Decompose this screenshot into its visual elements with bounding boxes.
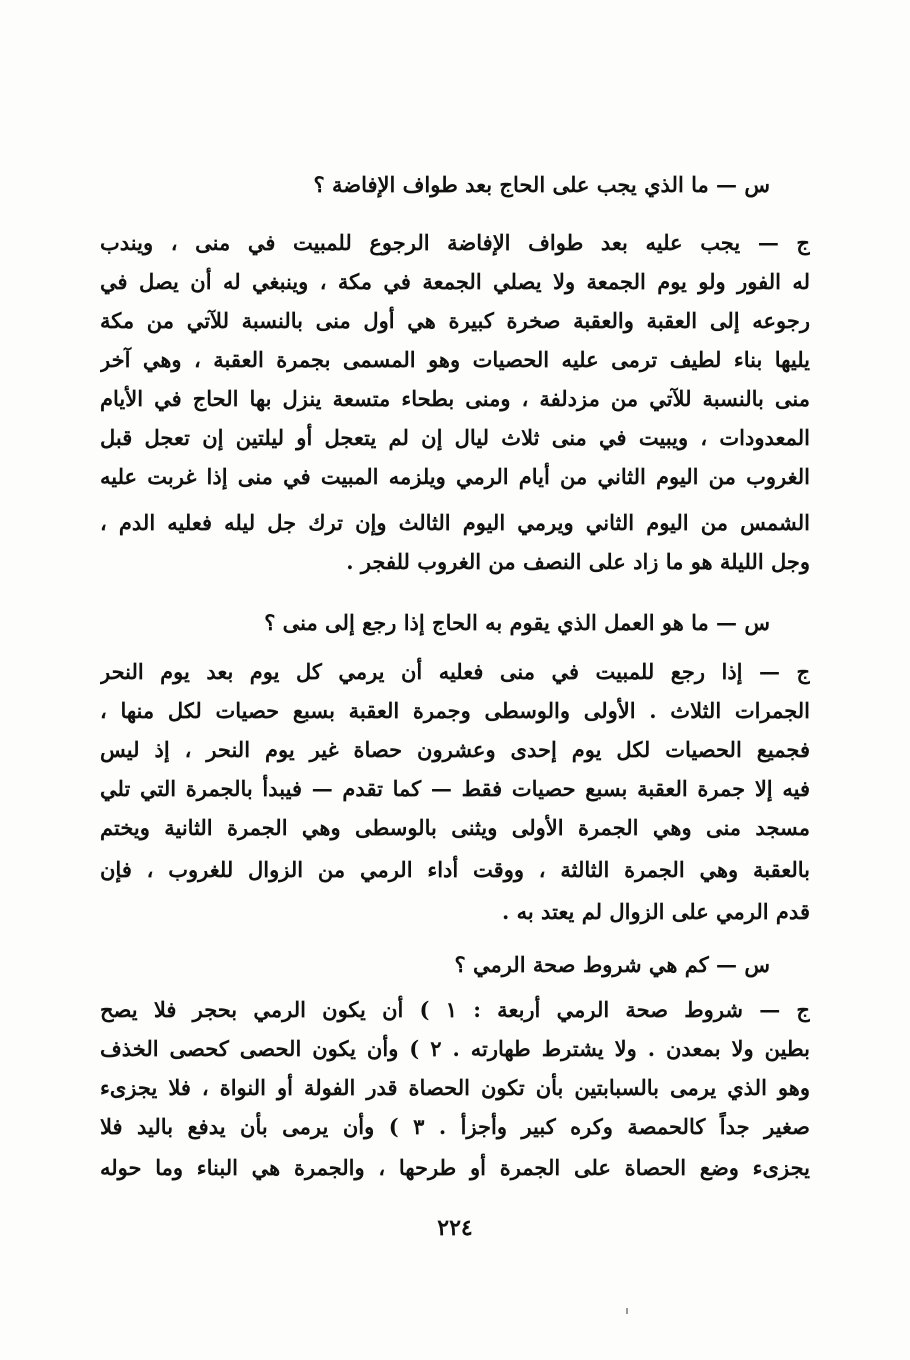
- answer-3-line-1: ج — شروط صحة الرمي أربعة : ١ ) أن يكون الرمي بحجر فلا يصح: [100, 997, 810, 1022]
- answer-2-line-7: قدم الرمي على الزوال لم يعتد به .: [502, 899, 810, 924]
- answer-1-line-2: له الفور ولو يوم الجمعة ولا يصلي الجمعة في مكة ، وينبغي له أن يصل في: [100, 269, 810, 294]
- answer-1-line-4: يليها بناء لطيف ترمى عليه الحصيات وهو المسمى بجمرة العقبة ، وهي آخر: [100, 347, 810, 372]
- question-3: س — كم هي شروط صحة الرمي ؟: [454, 952, 770, 977]
- answer-1-line-6: المعدودات ، ويبيت في منى ثلاث ليال إن لم يتعجل أو ليلتين إن تعجل قبل: [100, 425, 810, 450]
- answer-2-line-3: فجميع الحصيات لكل يوم إحدى وعشرون حصاة غير يوم النحر ، إذ ليس: [100, 737, 810, 762]
- answer-2-line-1: ج — إذا رجع للمبيت في منى فعليه أن يرمي كل يوم بعد يوم النحر: [100, 659, 810, 684]
- answer-2-line-5: مسجد منى وهي الجمرة الأولى ويثنى بالوسطى وهي الجمرة الثانية ويختم: [100, 815, 810, 840]
- answer-1-line-9: وجل الليلة هو ما زاد على النصف من الغروب للفجر .: [346, 549, 810, 574]
- answer-1-line-5: منى بالنسبة للآتي من مزدلفة ، ومنى بطحاء متسعة ينزل بها الحاج في الأيام: [100, 386, 810, 411]
- answer-1-line-1: ج — يجب عليه بعد طواف الإفاضة الرجوع للمبيت في منى ، ويندب: [100, 230, 810, 255]
- answer-3-line-3: وهو الذي يرمى بالسبابتين بأن تكون الحصاة قدر الفولة أو النواة ، فلا يجزىء: [100, 1075, 810, 1100]
- answer-3-line-2: بطين ولا بمعدن . ولا يشترط طهارته . ٢ ) وأن يكون الحصى كحصى الخذف: [100, 1036, 810, 1061]
- answer-2-line-4: فيه إلا جمرة العقبة بسبع حصيات فقط — كما تقدم — فيبدأ بالجمرة التي تلي: [100, 776, 810, 801]
- answer-1-line-8: الشمس من اليوم الثاني ويرمي اليوم الثالث وإن ترك جل ليله فعليه الدم ،: [100, 510, 810, 535]
- page-number: ٢٢٤: [437, 1215, 473, 1241]
- question-1: س — ما الذي يجب على الحاج بعد طواف الإفاضة ؟: [313, 172, 770, 197]
- answer-2-line-2: الجمرات الثلاث . الأولى والوسطى وجمرة العقبة بسبع حصيات لكل منها ،: [100, 698, 810, 723]
- question-2: س — ما هو العمل الذي يقوم به الحاج إذا رجع إلى منى ؟: [264, 610, 770, 635]
- scan-speck: [626, 1308, 628, 1314]
- answer-2-line-6: بالعقبة وهي الجمرة الثالثة ، ووقت أداء الرمي من الزوال للغروب ، فإن: [100, 857, 810, 882]
- answer-1-line-7: الغروب من اليوم الثاني من أيام الرمي ويلزمه المبيت في منى إذا غربت عليه: [100, 464, 810, 489]
- answer-1-line-3: رجوعه إلى العقبة والعقبة صخرة كبيرة هي أول منى بالنسبة للآتي من مكة: [100, 308, 810, 333]
- answer-3-line-5: يجزىء وضع الحصاة على الجمرة أو طرحها ، والجمرة هي البناء وما حوله: [100, 1155, 810, 1180]
- answer-3-line-4: صغير جداً كالحمصة وكره كبير وأجزأ . ٣ ) وأن يرمى بأن يدفع باليد فلا: [100, 1114, 810, 1139]
